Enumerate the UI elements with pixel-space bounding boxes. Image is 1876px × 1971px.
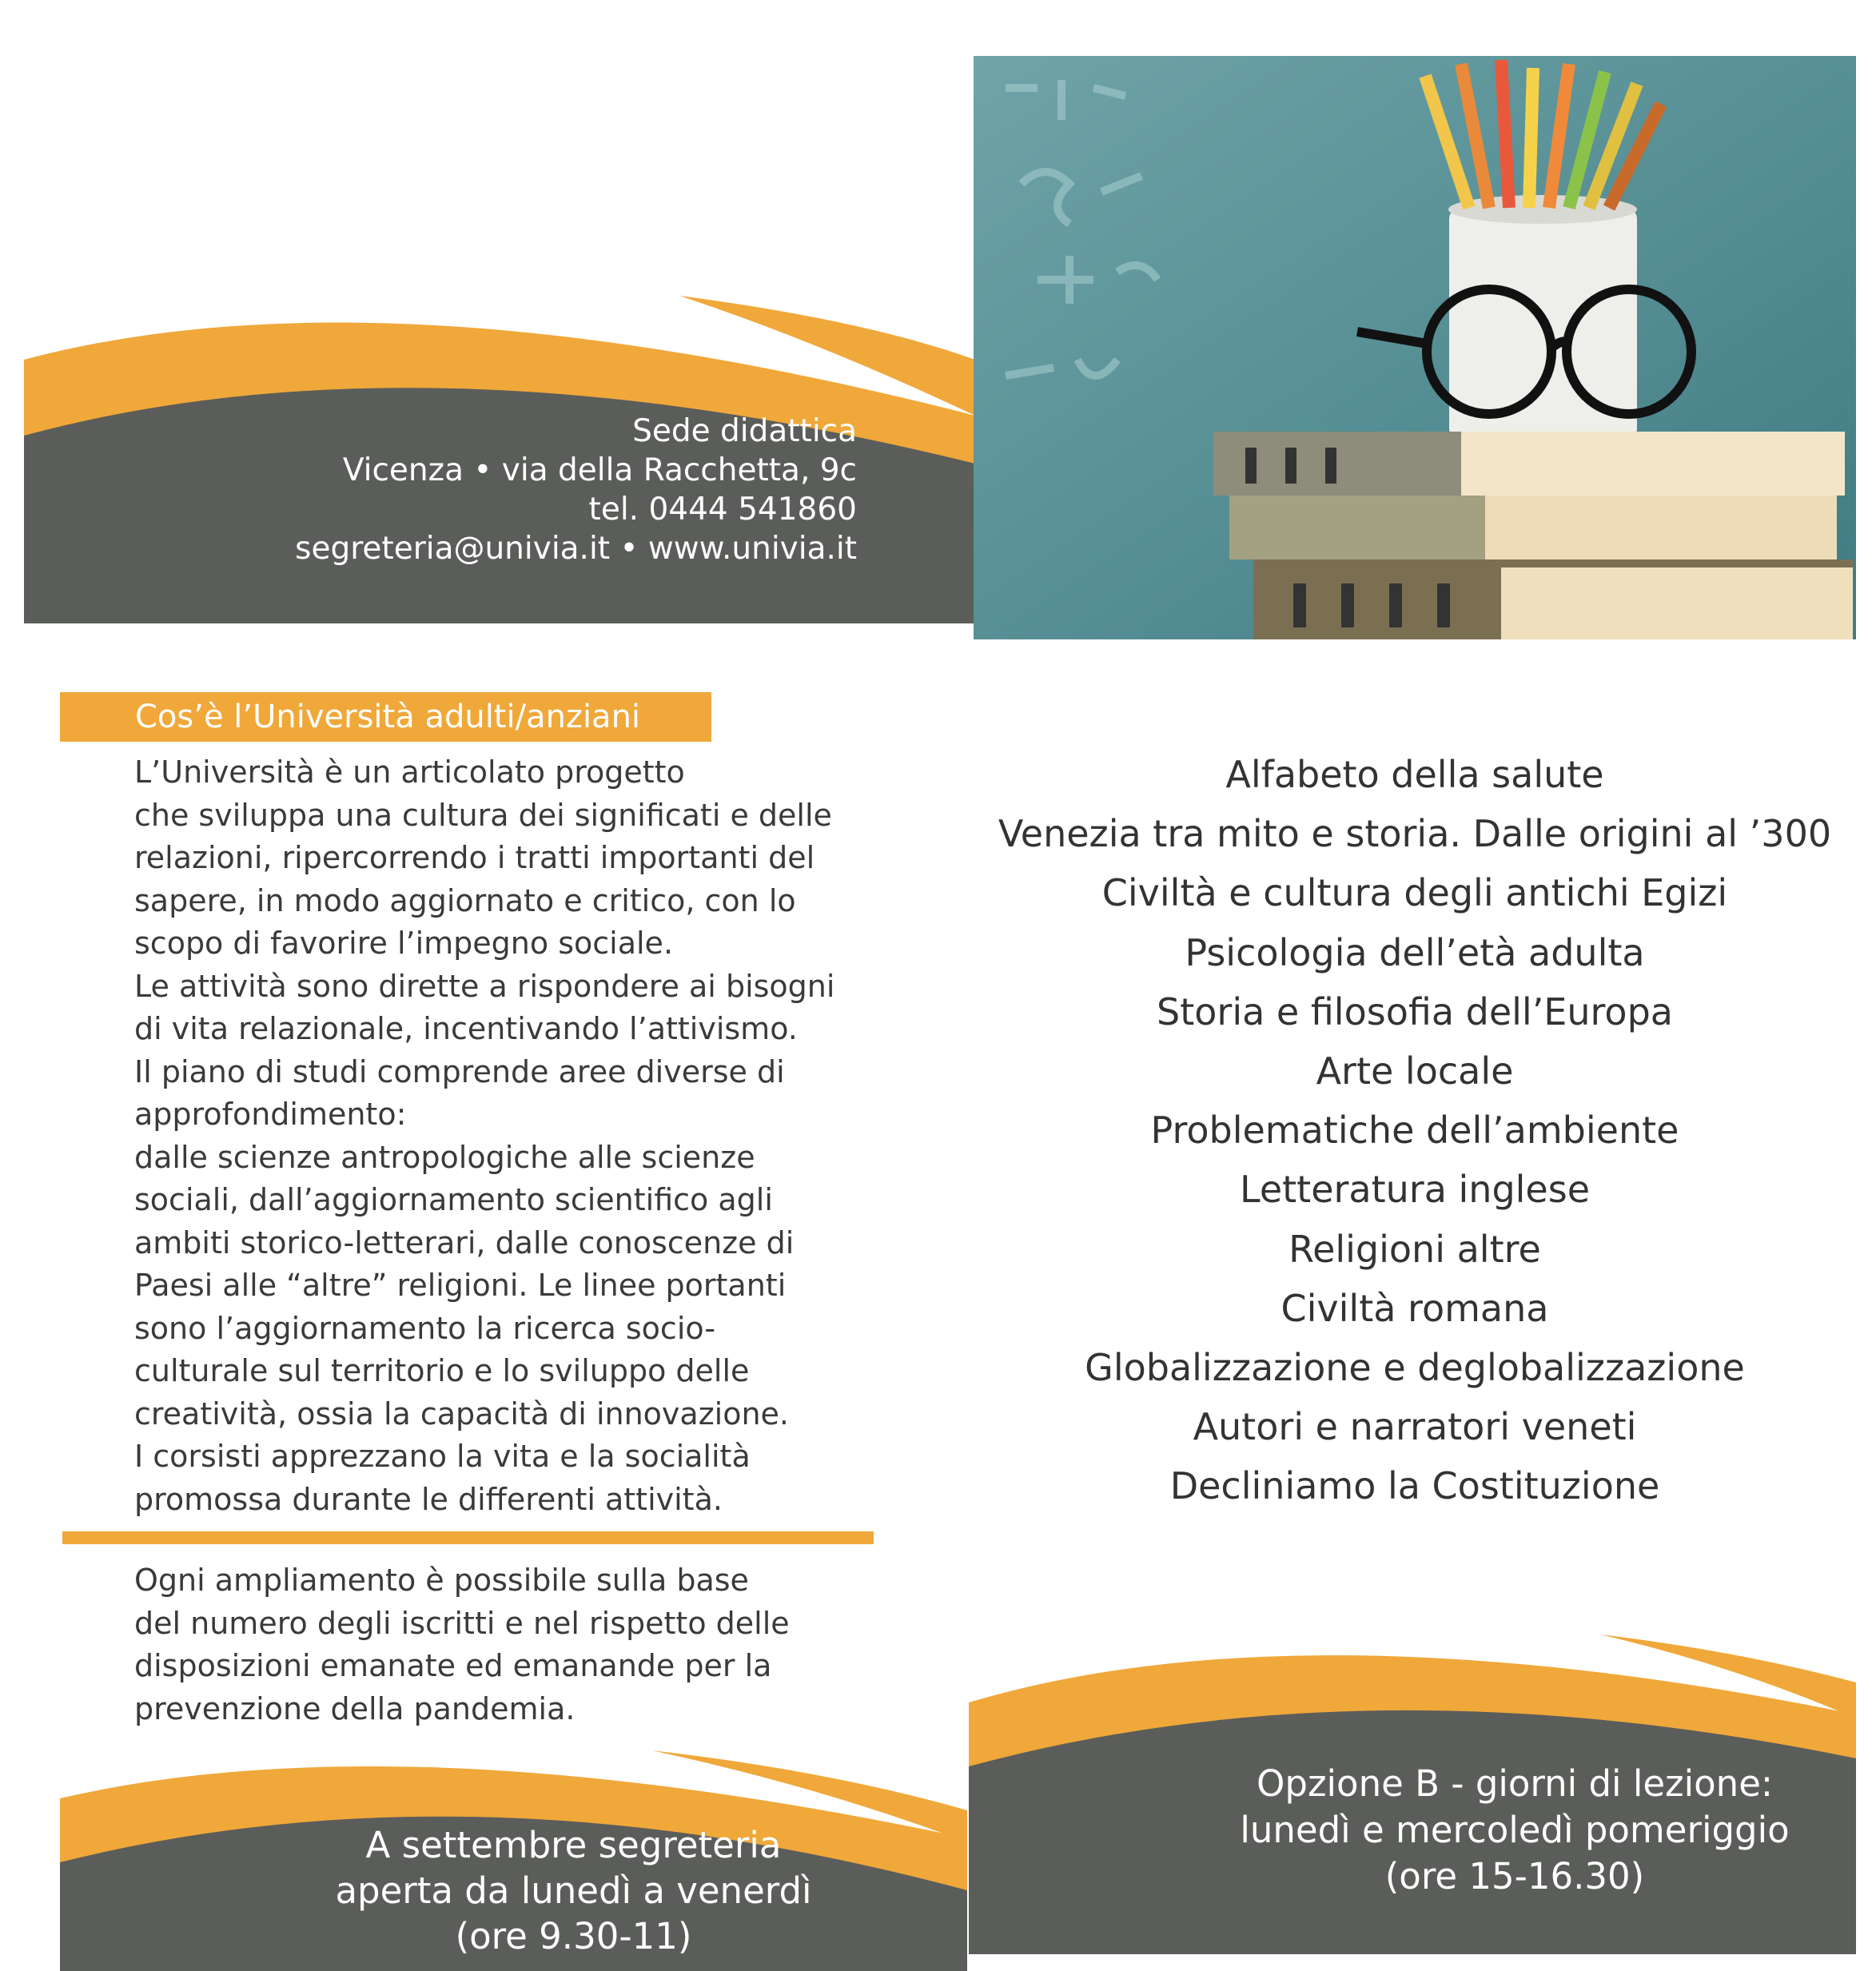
- option-b-days: lunedì e mercoledì pomeriggio: [1240, 1809, 1790, 1851]
- sede-heading: Sede didattica: [632, 413, 857, 449]
- segreteria-line1: A settembre segreteria: [365, 1824, 782, 1866]
- course-item: Psicologia dell’età adulta: [1185, 930, 1645, 974]
- about-line: di vita relazionale, incentivando l’attivismo.: [134, 1011, 798, 1046]
- course-item: Storia e filosofia dell’Europa: [1157, 989, 1673, 1033]
- about-line: approfondimento:: [134, 1097, 407, 1132]
- course-item: Venezia tra mito e storia. Dalle origini al ’300: [998, 812, 1832, 856]
- course-item: Letteratura inglese: [1240, 1168, 1590, 1212]
- course-item: Religioni altre: [1289, 1227, 1541, 1271]
- about-line: relazioni, ripercorrendo i tratti importanti del: [134, 840, 815, 875]
- option-b-hours: (ore 15-16.30): [1384, 1855, 1645, 1897]
- section-label: Cos’è l’Università adulti/anziani: [60, 692, 711, 742]
- course-item: Decliniamo la Costituzione: [1169, 1464, 1660, 1508]
- about-line: sapere, in modo aggiornato e critico, con lo: [134, 882, 796, 918]
- course-item: Civiltà romana: [1281, 1286, 1549, 1330]
- option-b-text: [1143, 1761, 1876, 1900]
- course-item: Problematiche dell’ambiente: [1150, 1109, 1679, 1153]
- about-line: L’Università è un articolato progetto: [134, 755, 685, 790]
- about-line: Paesi alle “altre” religioni. Le linee portanti: [134, 1268, 787, 1303]
- about-line: creatività, ossia la capacità di innovazione.: [134, 1396, 789, 1431]
- segreteria-line2: aperta da lunedì a venerdì: [335, 1869, 812, 1912]
- about-line: culturale sul territorio e lo sviluppo delle: [134, 1353, 750, 1388]
- note-paragraph: [134, 1559, 790, 1730]
- cover-photo: [974, 56, 1856, 639]
- note-line: Ogni ampliamento è possibile sulla base: [134, 1563, 749, 1598]
- about-line: promossa durante le differenti attività.: [134, 1481, 723, 1517]
- course-list: [974, 745, 1856, 1516]
- about-line: Le attività sono dirette a rispondere ai bisogni: [134, 968, 835, 1004]
- section-divider: [62, 1531, 874, 1544]
- sede-contacts[interactable]: segreteria@univia.it • www.univia.it: [295, 531, 857, 567]
- sede-phone: tel. 0444 541860: [588, 492, 857, 528]
- course-item: Autori e narratori veneti: [1193, 1405, 1637, 1449]
- course-item: Globalizzazione e deglobalizzazione: [1085, 1346, 1745, 1390]
- about-line: che sviluppa una cultura dei significati e delle: [134, 797, 832, 833]
- course-item: Civiltà e cultura degli antichi Egizi: [1101, 871, 1728, 915]
- note-line: del numero degli iscritti e nel rispetto delle: [134, 1605, 790, 1641]
- sede-address: Vicenza • via della Racchetta, 9c: [342, 452, 857, 488]
- course-item: Alfabeto della salute: [1225, 753, 1604, 796]
- about-line: dalle scienze antropologiche alle scienze: [134, 1139, 755, 1175]
- about-line: I corsisti apprezzano la vita e la socialità: [134, 1439, 751, 1474]
- about-paragraph: [134, 751, 834, 1521]
- about-line: sono l’aggiornamento la ricerca socio-: [134, 1310, 716, 1346]
- books-pencils-illustration: [974, 56, 1856, 639]
- segreteria-text: [272, 1822, 875, 1959]
- about-line: ambiti storico-letterari, dalle conoscenze di: [134, 1224, 795, 1260]
- about-line: Il piano di studi comprende aree diverse di: [134, 1053, 785, 1089]
- note-line: disposizioni emanate ed emanande per la: [134, 1648, 772, 1683]
- about-line: scopo di favorire l’impegno sociale.: [134, 926, 674, 961]
- course-item: Arte locale: [1316, 1049, 1514, 1093]
- option-b-title: Opzione B - giorni di lezione:: [1256, 1762, 1774, 1805]
- about-line: sociali, dall’aggiornamento scientifico agli: [134, 1182, 773, 1217]
- note-line: prevenzione della pandemia.: [134, 1690, 576, 1726]
- sede-text: [295, 412, 857, 568]
- segreteria-hours: (ore 9.30-11): [455, 1915, 692, 1957]
